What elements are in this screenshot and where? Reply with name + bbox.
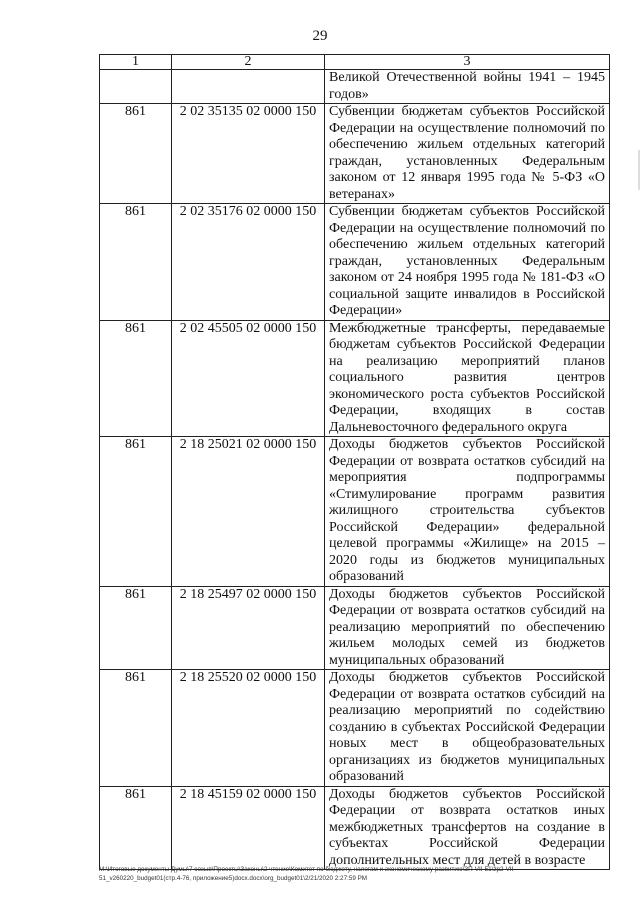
revenue-code xyxy=(172,70,325,104)
revenue-code: 2 18 25520 02 0000 150 xyxy=(172,670,325,787)
footer-path-line-2: 51_v260220_budget01(стр.4-76, приложение5)docx.docx\org_budget01\2/21/2020 2:27:59 PM xyxy=(99,875,368,882)
revenue-description: Межбюджетные трансферты, передаваемые бюджетам субъектов Российской Федерации на реализацию мероприятий планов социального развития центров экономического роста субъектов Российской Федерации, входящих в состав Дальневосточного федерального округа xyxy=(325,320,610,437)
table-row xyxy=(100,670,610,787)
table-row xyxy=(100,104,610,204)
administrator-code: 861 xyxy=(100,670,172,787)
revenue-codes-table xyxy=(99,54,610,870)
revenue-code: 2 02 45505 02 0000 150 xyxy=(172,320,325,437)
administrator-code: 861 xyxy=(100,104,172,204)
table-row xyxy=(100,70,610,104)
revenue-code: 2 18 25497 02 0000 150 xyxy=(172,586,325,670)
column-header-2: 2 xyxy=(172,55,325,70)
page-number: 29 xyxy=(312,28,328,44)
administrator-code: 861 xyxy=(100,320,172,437)
file-path-footer xyxy=(99,865,619,883)
revenue-description: Доходы бюджетов субъектов Российской Федерации от возврата остатков субсидий на реализацию мероприятий по обеспечению жильем молодых семей из бюджетов муниципальных образований xyxy=(325,586,610,670)
revenue-description: Доходы бюджетов субъектов Российской Федерации от возврата остатков субсидий на мероприятия подпрограммы «Стимулирование программ развития жилищного строительства субъектов Российской Федерации» федеральной целевой программы «Жилище» на 2015 – 2020 годы из бюджетов муниципальных образований xyxy=(325,437,610,587)
administrator-code xyxy=(100,70,172,104)
column-header-3: 3 xyxy=(325,55,610,70)
revenue-code: 2 18 45159 02 0000 150 xyxy=(172,786,325,870)
table-row xyxy=(100,786,610,870)
revenue-code: 2 02 35135 02 0000 150 xyxy=(172,104,325,204)
administrator-code: 861 xyxy=(100,786,172,870)
revenue-description: Доходы бюджетов субъектов Российской Федерации от возврата остатков иных межбюджетных трансфертов на создание в субъектах Российской Федерации дополнительных мест для детей в возрасте xyxy=(325,786,610,870)
revenue-description: Субвенции бюджетам субъектов Российской Федерации на осуществление полномочий по обеспечению жильем отдельных категорий граждан, установленных Федеральным законом от 12 января 1995 года № 5-ФЗ «О ветеранах» xyxy=(325,104,610,204)
table-row xyxy=(100,586,610,670)
table-header-row xyxy=(100,55,610,70)
revenue-code: 2 18 25021 02 0000 150 xyxy=(172,437,325,587)
table-row xyxy=(100,437,610,587)
revenue-code: 2 02 35176 02 0000 150 xyxy=(172,204,325,321)
column-header-1: 1 xyxy=(100,55,172,70)
revenue-description: Субвенции бюджетам субъектов Российской Федерации на осуществление полномочий по обеспечению жильем отдельных категорий граждан, установленных Федеральным законом от 24 ноября 1995 года № 181-ФЗ «О социальной защите инвалидов в Российской Федерации» xyxy=(325,204,610,321)
revenue-description: Доходы бюджетов субъектов Российской Федерации от возврата остатков субсидий на реализацию мероприятий по содействию созданию в субъектах Российской Федерации новых мест в общеобразовательных организациях из бюджетов муниципальных образований xyxy=(325,670,610,787)
table-row xyxy=(100,320,610,437)
administrator-code: 861 xyxy=(100,437,172,587)
footer-path-line-1: M:\Итоговые документы Думы\7 созыв\Проекты\Законы\2 чтение\Комитет по бюджету, налогам и экономическому развитию\ЗП-VII-51\zp2-VII- xyxy=(99,866,516,873)
administrator-code: 861 xyxy=(100,204,172,321)
revenue-description: Великой Отечественной войны 1941 – 1945 годов» xyxy=(325,70,610,104)
table-row xyxy=(100,204,610,321)
administrator-code: 861 xyxy=(100,586,172,670)
